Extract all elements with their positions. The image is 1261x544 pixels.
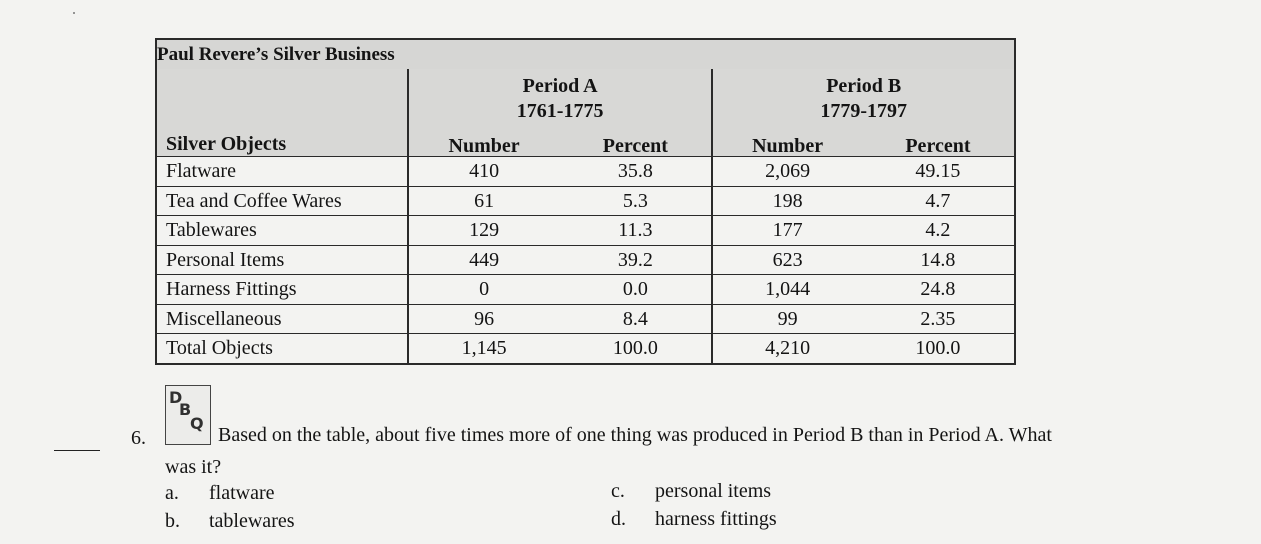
option-d-text[interactable]: harness fittings <box>655 508 777 530</box>
period-a-number-cell: 61 <box>408 186 559 216</box>
table-row <box>156 334 1015 364</box>
period-a-number-cell: 96 <box>408 304 559 334</box>
period-a-number-cell: 410 <box>408 157 559 187</box>
period-b-number-cell: 99 <box>712 304 861 334</box>
dbq-letter-b: B <box>179 400 192 419</box>
table-row <box>156 275 1015 305</box>
period-b-percent-cell: 100.0 <box>862 334 1015 364</box>
period-b-number-cell: 177 <box>712 216 861 246</box>
table-title: Paul Revere’s Silver Business <box>156 39 1015 69</box>
answer-blank-line[interactable] <box>54 450 100 451</box>
option-a-letter: a. <box>165 482 179 504</box>
table-row <box>156 245 1015 275</box>
question-number: 6. <box>131 427 146 449</box>
period-a-years: 1761-1775 <box>516 100 604 122</box>
period-a-number-cell: 1,145 <box>408 334 559 364</box>
question-text-line1: Based on the table, about five times more of one thing was produced in Period B than in Period A. What <box>218 424 1052 446</box>
period-a-percent-cell: 0.0 <box>559 275 712 305</box>
option-c-letter: c. <box>611 480 625 502</box>
period-b-percent-cell: 24.8 <box>862 275 1015 305</box>
period-a-number-header: Number <box>408 128 559 157</box>
period-a-percent-header: Percent <box>559 128 712 157</box>
period-b-number-cell: 4,210 <box>712 334 861 364</box>
row-label: Harness Fittings <box>156 275 408 305</box>
option-d-letter: d. <box>611 508 626 530</box>
option-b-letter: b. <box>165 510 180 532</box>
period-a-header <box>408 69 713 128</box>
period-b-percent-cell: 14.8 <box>862 245 1015 275</box>
period-b-name: Period B <box>826 75 902 97</box>
period-a-name: Period A <box>522 75 598 97</box>
silver-business-table <box>155 38 1016 365</box>
period-b-years: 1779-1797 <box>820 100 908 122</box>
period-b-percent-cell: 4.2 <box>862 216 1015 246</box>
period-b-number-cell: 1,044 <box>712 275 861 305</box>
scan-speck <box>73 12 75 14</box>
period-a-percent-cell: 100.0 <box>559 334 712 364</box>
period-b-number-cell: 623 <box>712 245 861 275</box>
period-b-percent-cell: 2.35 <box>862 304 1015 334</box>
period-a-number-cell: 449 <box>408 245 559 275</box>
table-title-row <box>156 39 1015 69</box>
row-label: Total Objects <box>156 334 408 364</box>
period-a-percent-cell: 39.2 <box>559 245 712 275</box>
dbq-letter-q: Q <box>190 414 204 433</box>
row-label: Tea and Coffee Wares <box>156 186 408 216</box>
period-a-number-cell: 0 <box>408 275 559 305</box>
table-row <box>156 186 1015 216</box>
table-row <box>156 157 1015 187</box>
option-a-text[interactable]: flatware <box>209 482 275 504</box>
period-b-number-cell: 198 <box>712 186 861 216</box>
period-a-percent-cell: 11.3 <box>559 216 712 246</box>
period-b-header <box>712 69 1015 128</box>
period-a-percent-cell: 35.8 <box>559 157 712 187</box>
dbq-letter-d: D <box>169 388 183 407</box>
dbq-icon <box>165 385 211 445</box>
period-b-number-header: Number <box>712 128 861 157</box>
silver-objects-header: Silver Objects <box>156 69 408 157</box>
period-a-number-cell: 129 <box>408 216 559 246</box>
period-header-row <box>156 69 1015 128</box>
option-c-text[interactable]: personal items <box>655 480 772 502</box>
row-label: Miscellaneous <box>156 304 408 334</box>
table-row <box>156 304 1015 334</box>
table-body <box>156 157 1015 364</box>
table-row <box>156 216 1015 246</box>
row-label: Flatware <box>156 157 408 187</box>
row-label: Personal Items <box>156 245 408 275</box>
period-a-percent-cell: 5.3 <box>559 186 712 216</box>
period-b-percent-cell: 4.7 <box>862 186 1015 216</box>
period-b-number-cell: 2,069 <box>712 157 861 187</box>
question-text-line2: was it? <box>165 456 222 478</box>
period-a-percent-cell: 8.4 <box>559 304 712 334</box>
row-label: Tablewares <box>156 216 408 246</box>
option-b-text[interactable]: tablewares <box>209 510 295 532</box>
period-b-percent-header: Percent <box>862 128 1015 157</box>
period-b-percent-cell: 49.15 <box>862 157 1015 187</box>
